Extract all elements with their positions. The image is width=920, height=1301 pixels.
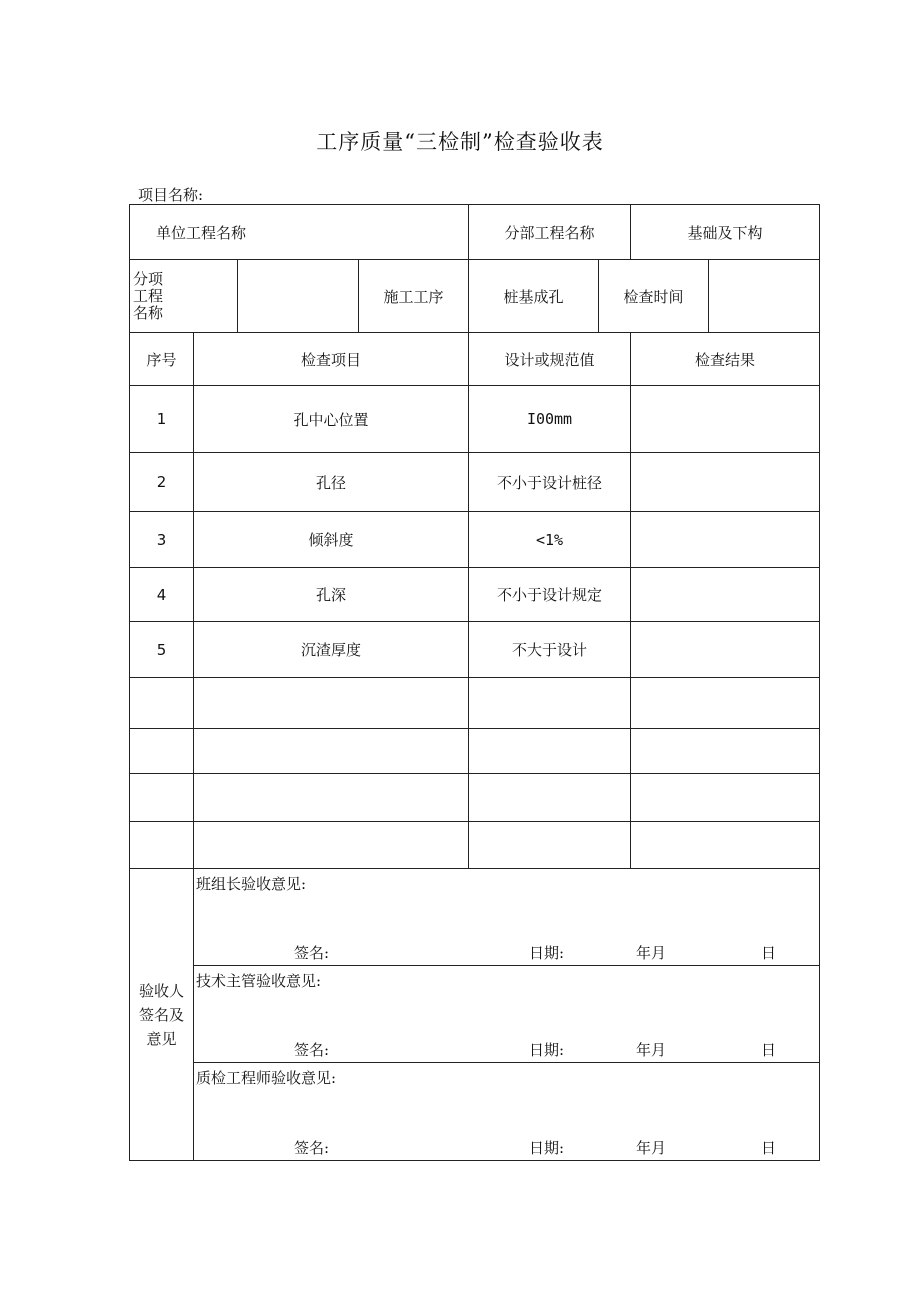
opinion-row [130,1063,820,1161]
date-label: 日期: [529,1139,565,1157]
division-project-value: 基础及下构 [631,205,820,260]
sub-project-label-line: 分项 [133,269,164,288]
row-spec[interactable] [469,729,631,774]
quality-engineer-opinion[interactable] [194,1063,820,1161]
row-spec: 不小于设计规定 [469,568,631,622]
row-result[interactable] [631,622,820,678]
row-item[interactable] [194,774,469,822]
signature-label: 签名: [294,944,330,962]
row-item: 孔径 [194,453,469,512]
sub-project-label-line: 工程 [133,286,164,305]
table-row-empty [130,774,820,822]
sub-project-row [130,260,820,333]
row-no: 4 [130,568,194,622]
signer-label [130,869,194,1161]
day-label: 日 [761,1041,777,1059]
division-project-label: 分部工程名称 [469,205,631,260]
day-label: 日 [761,944,777,962]
opinion-title: 质检工程师验收意见: [196,1069,337,1087]
row-result[interactable] [631,386,820,453]
header-spec: 设计或规范值 [469,333,631,386]
header-row [130,333,820,386]
day-label: 日 [761,1139,777,1157]
row-result[interactable] [631,678,820,729]
date-label: 日期: [529,944,565,962]
year-month-label: 年月 [636,1139,667,1157]
unit-project-row [130,205,820,260]
year-month-label: 年月 [636,944,667,962]
row-item: 倾斜度 [194,512,469,568]
opinion-title: 技术主管验收意见: [196,972,322,990]
row-result[interactable] [631,729,820,774]
row-no: 5 [130,622,194,678]
check-time-label: 检查时间 [599,260,709,333]
row-item: 孔中心位置 [194,386,469,453]
row-spec[interactable] [469,678,631,729]
signer-label-line: 意见 [146,1029,177,1048]
row-no: 2 [130,453,194,512]
signature-label: 签名: [294,1041,330,1059]
row-spec[interactable] [469,774,631,822]
row-result[interactable] [631,822,820,869]
row-item[interactable] [194,678,469,729]
row-spec: 不小于设计桩径 [469,453,631,512]
row-spec: I00mm [469,386,631,453]
table-row-empty [130,678,820,729]
date-label: 日期: [529,1041,565,1059]
row-spec: <1% [469,512,631,568]
table-row [130,512,820,568]
signer-label-line: 签名及 [138,1005,184,1024]
process-label: 施工工序 [359,260,469,333]
table-row [130,622,820,678]
row-no[interactable] [130,678,194,729]
check-time-value[interactable] [709,260,820,333]
technical-supervisor-opinion[interactable] [194,966,820,1063]
row-result[interactable] [631,512,820,568]
row-item[interactable] [194,822,469,869]
form-title: 工序质量“三检制”检查验收表 [316,130,604,154]
opinion-title: 班组长验收意见: [196,875,307,893]
project-name-label: 项目名称: [138,186,204,204]
signature-label: 签名: [294,1139,330,1157]
process-value: 桩基成孔 [469,260,599,333]
year-month-label: 年月 [636,1041,667,1059]
row-no[interactable] [130,774,194,822]
sub-project-label [130,260,238,333]
opinion-row [130,869,820,966]
inspection-table [129,204,820,1161]
header-item: 检查项目 [194,333,469,386]
row-item[interactable] [194,729,469,774]
row-result[interactable] [631,774,820,822]
sub-project-label-line: 名称 [133,303,164,322]
row-no: 3 [130,512,194,568]
table-row [130,453,820,512]
header-result: 检查结果 [631,333,820,386]
table-row-empty [130,822,820,869]
signer-label-line: 验收人 [138,981,184,1000]
table-row [130,568,820,622]
team-leader-opinion[interactable] [194,869,820,966]
table-row-empty [130,729,820,774]
row-no[interactable] [130,822,194,869]
row-item: 孔深 [194,568,469,622]
table-row [130,386,820,453]
row-no[interactable] [130,729,194,774]
sub-project-value[interactable] [238,260,359,333]
row-result[interactable] [631,568,820,622]
unit-project-label: 单位工程名称 [130,205,469,260]
header-no: 序号 [130,333,194,386]
row-spec[interactable] [469,822,631,869]
row-no: 1 [130,386,194,453]
opinion-row [130,966,820,1063]
row-result[interactable] [631,453,820,512]
row-spec: 不大于设计 [469,622,631,678]
row-item: 沉渣厚度 [194,622,469,678]
